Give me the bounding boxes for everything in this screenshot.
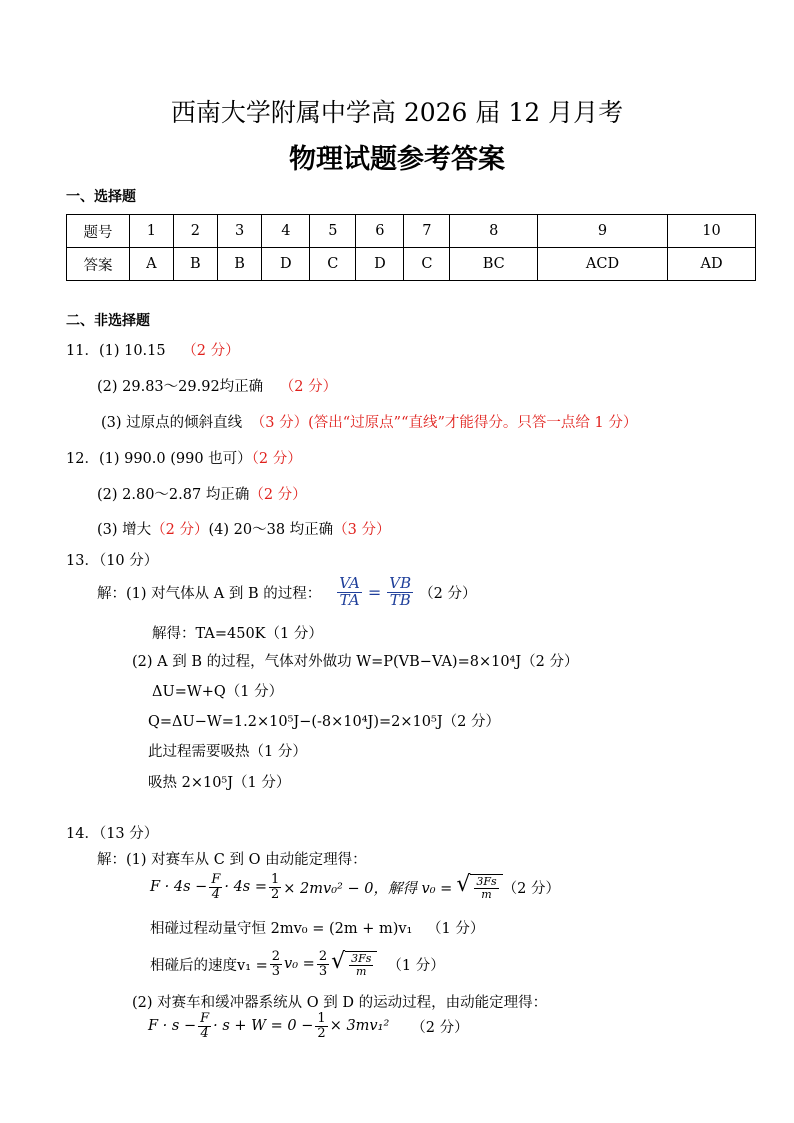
q13-step-2: 解得：TA=450K（1 分） [152, 626, 323, 642]
q14-eq1-frac-1-num: F [211, 872, 221, 887]
q14-step-5: (2) 对赛车和缓冲器系统从 O 到 D 的运动过程，由动能定理得： [132, 995, 548, 1011]
q14-eq1-sqrt-num: 3Fs [476, 875, 497, 889]
section-heading-choice: 一、选择题 [66, 189, 136, 205]
q12-score-2: （2 分） [249, 487, 307, 503]
q13-fraction-a-den: TA [339, 590, 360, 609]
answer-table [66, 214, 756, 281]
table-cell: 9 [538, 215, 668, 248]
q11-line-3 [101, 411, 637, 432]
q13-label: 13．（10 分） [66, 553, 159, 569]
page-title: 西南大学附属中学高 2026 届 12 月月考 [170, 98, 624, 127]
q12-score-3: （2 分） [151, 522, 209, 538]
q14-eq2-frac-1 [270, 950, 282, 978]
q14-score-2: （1 分） [426, 921, 485, 937]
q13-step-5: Q=ΔU−W=1.2×10⁵J−(-8×10⁴J)=2×10⁵J（2 分） [148, 714, 500, 730]
q14-eq3-frac-1-num: F [200, 1011, 210, 1026]
table-cell-label: 答案 [67, 248, 130, 281]
q11-score-3: （3 分）(答出“过原点”“直线”才能得分。只答一点给 1 分） [250, 415, 638, 431]
q14-eq2-frac-1-num: 2 [271, 949, 281, 964]
q12-answer-4: (4) 20～38 均正确 [208, 522, 334, 538]
q14-eq2-frac-1-den: 3 [271, 963, 281, 979]
q14-eq1-frac-2-num: 1 [271, 872, 280, 887]
q12-answer-3: (3) 增大 [97, 522, 152, 538]
q14-eq2-sqrt [331, 951, 377, 977]
q14-eq3-frac-2 [315, 1012, 327, 1040]
q14-eq3-frac-2-num: 1 [317, 1011, 326, 1026]
q11-line-2 [97, 375, 337, 396]
q14-eq3-part-b: · s + W = 0 − [213, 1018, 314, 1035]
q13-step-6: 此过程需要吸热（1 分） [148, 744, 307, 760]
q12-score-4: （3 分） [333, 522, 391, 538]
q14-eq1-part-c: × 2mv₀² − 0，解得 v₀ = [283, 880, 453, 897]
table-cell: 3 [217, 215, 261, 248]
q13-fraction-b [387, 576, 413, 609]
table-cell: 2 [173, 215, 217, 248]
q14-eq1-sqrt-frac [474, 876, 498, 900]
q14-eq3-frac-2-den: 2 [317, 1025, 326, 1041]
q14-eq2-sqrt-den: m [356, 964, 367, 978]
table-cell: 6 [356, 215, 404, 248]
table-row [67, 248, 756, 281]
q11-answer-3: (3) 过原点的倾斜直线 [101, 415, 243, 431]
q12-line-2 [97, 483, 307, 504]
q12-line-3 [97, 518, 391, 539]
q13-fraction-a [337, 576, 362, 609]
q14-eq1-sqrt [456, 874, 502, 900]
q13-step-3: (2) A 到 B 的过程，气体对外做功 W=P(VB−VA)=8×10⁴J（2 分） [132, 654, 579, 670]
q14-eq1-frac-1 [209, 873, 222, 901]
section-heading-nonchoice: 二、非选择题 [66, 313, 150, 329]
q13-step-4: ΔU=W+Q（1 分） [152, 684, 284, 700]
q13-fraction-a-num: VA [339, 574, 360, 592]
q13-step-7: 吸热 2×10⁵J（1 分） [148, 775, 291, 791]
q14-eq2-part-a: 相碰后的速度v₁ = [150, 957, 268, 974]
q14-step-1: 解：(1) 对赛车从 C 到 O 由动能定理得： [97, 852, 367, 868]
table-cell-label: 题号 [67, 215, 130, 248]
table-cell: 5 [310, 215, 356, 248]
q13-fraction-b-den: TB [389, 590, 411, 609]
sqrt-icon: √ [331, 949, 346, 975]
q14-eq1-sqrt-den: m [481, 887, 492, 901]
q14-eq2-sqrt-num: 3Fs [351, 952, 372, 966]
q13-equals: = [367, 582, 382, 602]
q14-equation-3 [148, 1012, 469, 1040]
table-cell: D [356, 248, 404, 281]
table-cell: 7 [404, 215, 450, 248]
q14-score-3: （1 分） [387, 957, 445, 974]
q13-step-1 [97, 576, 476, 609]
table-cell: BC [450, 248, 538, 281]
q11-answer-2: (2) 29.83～29.92均正确 [97, 379, 264, 395]
q11-score-1: （2 分） [182, 343, 240, 359]
q14-eq1-frac-2-den: 2 [271, 886, 280, 902]
table-cell: AD [668, 248, 756, 281]
q14-score-1: （2 分） [502, 880, 560, 897]
q11-answer-1: (1) 10.15 [98, 343, 166, 359]
q14-equation-2 [150, 950, 445, 978]
q14-eq3-frac-1-den: 4 [200, 1025, 209, 1041]
q14-eq1-part-b: · 4s = [224, 879, 268, 896]
q14-eq2-sqrt-frac [349, 953, 373, 977]
table-cell: 1 [130, 215, 174, 248]
q14-eq1-frac-1-den: 4 [211, 886, 220, 902]
q11-label: 11． [66, 343, 99, 359]
q14-step-3 [150, 917, 484, 938]
q11-line-1 [66, 339, 240, 360]
q14-eq2-part-b: v₀ = [284, 956, 315, 973]
table-row [67, 215, 756, 248]
q11-score-2: （2 分） [279, 379, 338, 395]
table-cell: 4 [262, 215, 310, 248]
table-cell: 10 [668, 215, 756, 248]
table-cell: A [130, 248, 174, 281]
page-subtitle: 物理试题参考答案 [289, 144, 505, 175]
q14-eq2-frac-2-den: 3 [318, 963, 328, 979]
q14-step-3-text: 相碰过程动量守恒 2mv₀ = (2m + m)v₁ [150, 921, 413, 937]
sqrt-icon: √ [456, 872, 471, 898]
q14-equation-1 [150, 873, 560, 901]
q14-eq2-frac-2 [317, 950, 329, 978]
q14-eq1-frac-2 [269, 873, 281, 901]
q14-eq2-frac-2-num: 2 [318, 949, 328, 964]
q14-eq3-frac-1 [198, 1012, 211, 1040]
q12-answer-2: (2) 2.80～2.87 均正确 [97, 487, 250, 503]
q14-eq3-part-a: F · s − [148, 1018, 197, 1035]
q12-answer-1: (1) 990.0 (990 也可） [98, 451, 252, 467]
q13-step-1-text: 解：(1) 对气体从 A 到 B 的过程： [97, 585, 322, 602]
table-cell: D [262, 248, 310, 281]
q12-line-1 [66, 447, 302, 468]
table-cell: ACD [538, 248, 668, 281]
table-cell: 8 [450, 215, 538, 248]
q14-eq3-part-c: × 3mv₁² [329, 1018, 390, 1035]
q14-eq1-part-a: F · 4s − [150, 879, 208, 896]
q13-fraction-b-num: VB [389, 574, 412, 592]
q14-label: 14．（13 分） [66, 826, 159, 842]
q13-score-1: （2 分） [419, 585, 477, 602]
q12-label: 12． [66, 451, 99, 467]
q14-score-4: （2 分） [411, 1019, 469, 1036]
table-cell: C [404, 248, 450, 281]
q12-score-1: （2 分） [251, 451, 302, 467]
table-cell: B [173, 248, 217, 281]
table-cell: B [217, 248, 261, 281]
table-cell: C [310, 248, 356, 281]
